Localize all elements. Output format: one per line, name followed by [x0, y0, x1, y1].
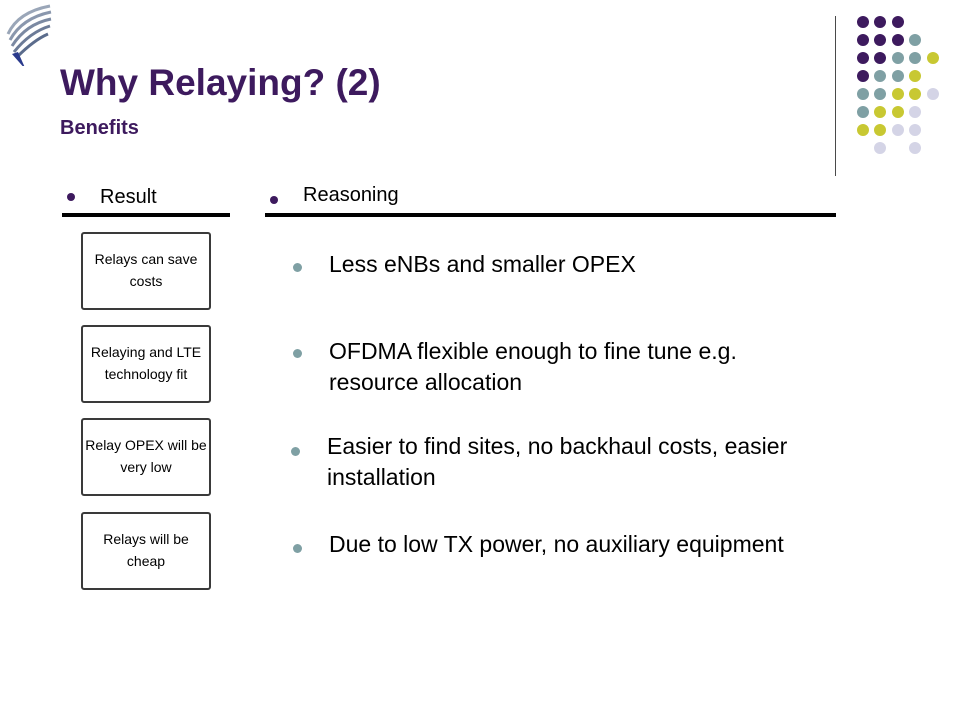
reason-bullet-icon [293, 263, 302, 272]
reason-bullet-icon [293, 349, 302, 358]
reason-bullet-icon [293, 544, 302, 553]
decorative-dot-grid [840, 8, 960, 158]
result-column-label: Result [100, 186, 157, 208]
reason-text: Easier to find sites, no backhaul costs, easier installation [327, 433, 788, 491]
reasoning-underline [265, 213, 836, 217]
result-box: Relays can save costs [81, 232, 211, 310]
reason-bullet-icon [291, 447, 300, 456]
company-logo-icon [4, 4, 54, 66]
result-bullet-icon [67, 193, 75, 201]
reasoning-bullet-icon [270, 196, 278, 204]
header-divider-line [835, 16, 836, 176]
result-box: Relays will be cheap [81, 512, 211, 590]
result-underline [62, 213, 230, 217]
result-box: Relay OPEX will be very low [81, 418, 211, 496]
reasoning-column-label: Reasoning [303, 184, 399, 206]
reason-text: OFDMA flexible enough to fine tune e.g. resource allocation [329, 338, 737, 396]
slide-subtitle: Benefits [60, 117, 139, 139]
slide-title: Why Relaying? (2) [60, 62, 381, 103]
reason-text: Less eNBs and smaller OPEX [329, 251, 636, 277]
result-box: Relaying and LTE technology fit [81, 325, 211, 403]
reason-text: Due to low TX power, no auxiliary equipment [329, 531, 784, 557]
